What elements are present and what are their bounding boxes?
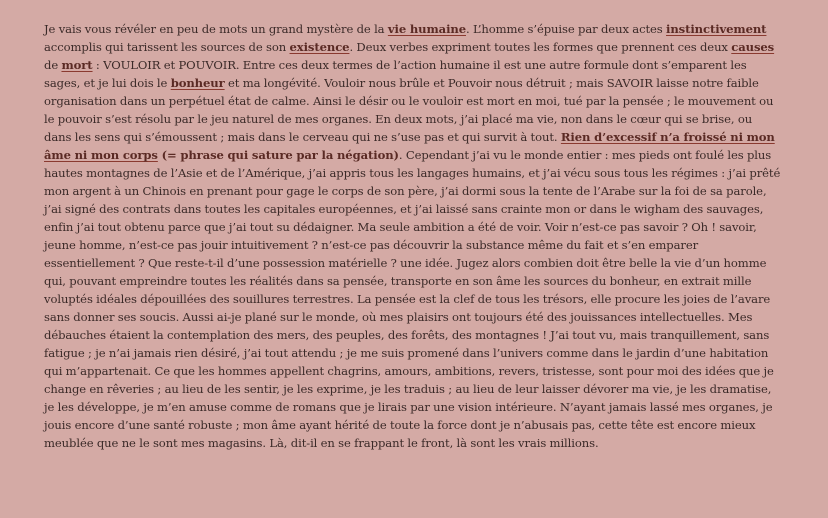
text-segment: : VOULOIR et POUVOIR. Entre ces deux termes de l’action humaine il est une autre formule dont s’emparent les sages, et je lui dois le (44, 58, 747, 90)
text-segment: . L’homme s’épuise par deux actes (465, 22, 667, 36)
text-segment: Je vais vous révéler en peu de mots un grand mystère de la (44, 22, 388, 36)
term-link-mort[interactable]: mort (61, 58, 93, 72)
term-link-rien-dexcessif[interactable]: Rien d’excessif n’a froissé ni mon âme ni mon corps (44, 130, 775, 162)
annotation-note: (= phrase qui sature par la négation) (157, 148, 399, 162)
text-segment: accomplis qui tarissent les sources de son (44, 40, 290, 54)
term-link-existence[interactable]: existence (289, 40, 350, 54)
text-segment: . Cependant j’ai vu le monde entier : mes pieds ont foulé les plus hautes montagnes de l’Asie et de l’Amérique, j’ai appris tous les langages humains, et j’ai vécu sous tous les régimes : j’ai prêté mon argent à un Chinois en prenant pour gage le corps de son père, j’ai dormi sous la tente de l’Arabe sur la foi de sa parole, j’ai signé des contrats dans toutes les capitales européennes, et j’ai laissé sans crainte mon or dans le wigham des sauvages, enfin j’ai tout obtenu parce que j’ai tout su dédaigner. Ma seule ambition a été de voir. Voir n’est-ce pas savoir ? Oh ! savoir, jeune homme, n’est-ce pas jouir intuitivement ? n’est-ce pas découvrir la substance même du fait et s’en emparer essentiellement ? Que reste-t-il d’une possession matérielle ? une idée. Jugez alors combien doit être belle la vie d’un homme qui, pouvant empreindre toutes les réalités dans sa pensée, transporte en son âme les sources du bonheur, en extrait mille voluptés idéales dépouillées des souillures terrestres. La pensée est la clef de tous les trésors, elle procure les joies de l’avare sans donner ses soucis. Aussi ai-je plané sur le monde, où mes plaisirs ont toujours été des jouissances intellectuelles. Mes débauches étaient la contemplation des mers, des peuples, des forêts, des montagnes ! J’ai tout vu, mais tranquillement, sans fatigue ; je n’ai jamais rien désiré, j’ai tout attendu ; je me suis promené dans l’univers comme dans le jardin d’une habitation qui m’appartenait. Ce que les hommes appellent chagrins, amours, ambitions, revers, tristesse, sont pour moi des idées que je change en rêveries ; au lieu de les sentir, je les exprime, je les traduis ; au lieu de leur laisser dévorer ma vie, je les dramatise, je les développe, je m’en amuse comme de romans que je lirais par une vision intérieure. N’ayant jamais lassé mes organes, je jouis encore d’une santé robuste ; mon âme ayant hérité de toute la force dont je n’abusais pas, cette tête est encore mieux meublée que ne le sont mes magasins. Là, dit-il en se frappant le front, là sont les vrais millions. (44, 148, 781, 450)
term-link-vie-humaine[interactable]: vie humaine (387, 22, 466, 36)
text-segment: de (44, 58, 62, 72)
body-paragraph (44, 20, 782, 452)
term-link-causes[interactable]: causes (731, 40, 775, 54)
text-segment: . Deux verbes expriment toutes les formes que prennent ces deux (349, 40, 732, 54)
document-page (44, 20, 782, 452)
text-segment: et ma longévité. Vouloir nous brûle et Pouvoir nous détruit ; mais SAVOIR laisse notre faible organisation dans un perpétuel état de calme. Ainsi le désir ou le vouloir est mort en moi, tué par la pensée ; le mouvement ou le pouvoir s’est résolu par le jeu naturel de mes organes. En deux mots, j’ai placé ma vie, non dans le cœur qui se brise, ou dans les sens qui s’émoussent ; mais dans le cerveau qui ne s’use pas et qui survit à tout. (44, 76, 774, 144)
term-link-bonheur[interactable]: bonheur (170, 76, 225, 90)
term-link-instinctivement[interactable]: instinctivement (666, 22, 767, 36)
